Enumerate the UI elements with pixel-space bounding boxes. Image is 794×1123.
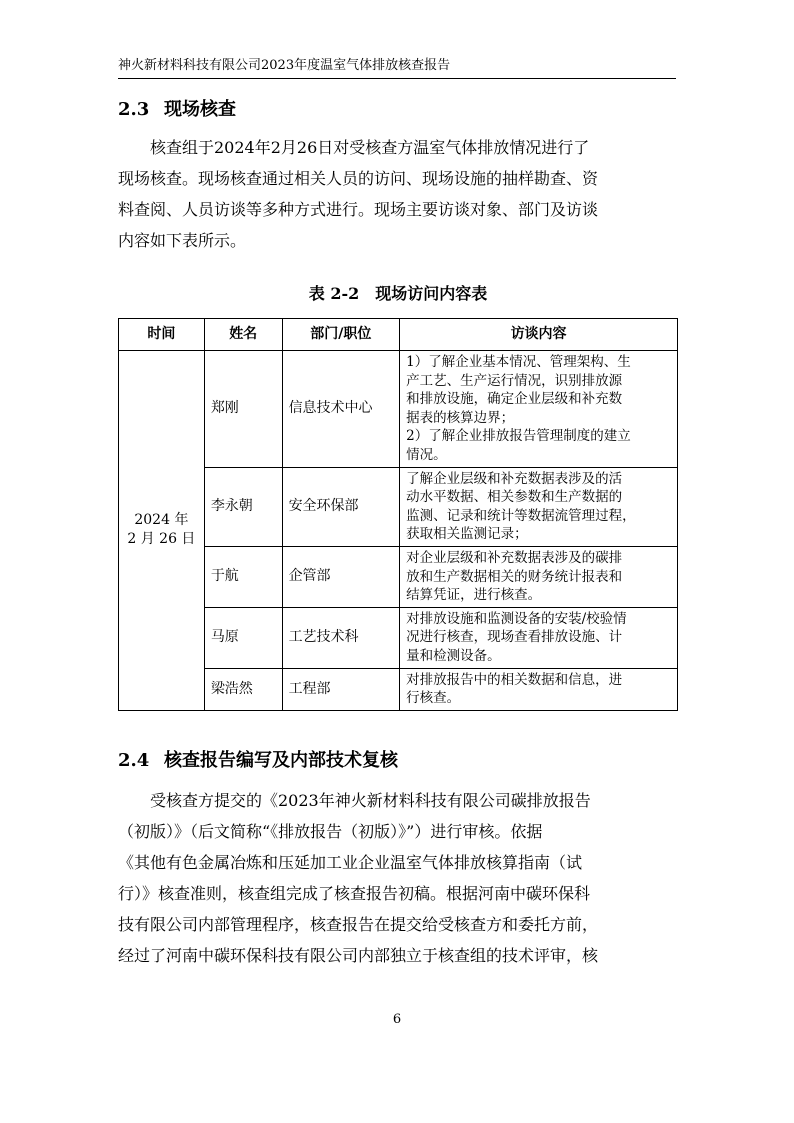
content-line: 监测、记录和统计等数据流管理过程， <box>406 507 636 524</box>
paragraph-line: 核查组于2024年2月26日对受核查方温室气体排放情况进行了 <box>118 138 590 157</box>
section-title: 核查报告编写及内部技术复核 <box>164 750 398 771</box>
content-cell <box>400 351 678 468</box>
content-line: 对企业层级和补充数据表涉及的碳排 <box>406 549 623 566</box>
section-number: 2.3 <box>118 99 150 120</box>
content-line: 1）了解企业基本情况、管理架构、生 <box>406 354 631 370</box>
content-line: 情况。 <box>406 446 447 463</box>
date-day: 2 月 26 日 <box>127 531 196 548</box>
paragraph-line: 现场核查。现场核查通过相关人员的访问、现场设施的抽样勘查、资 <box>118 169 599 188</box>
section-2-4-paragraph <box>118 785 678 971</box>
content-line: 产工艺、生产运行情况，识别排放源 <box>406 372 623 389</box>
content-cell <box>400 668 678 710</box>
content-line: 动水平数据、相关参数和生产数据的 <box>406 489 623 506</box>
paragraph-line: 经过了河南中碳环保科技有限公司内部独立于核查组的技术评审，核 <box>118 946 599 965</box>
name-cell: 马原 <box>204 607 282 668</box>
content-line: 据表的核算边界； <box>406 409 515 426</box>
content-line: 对排放报告中的相关数据和信息，进 <box>406 671 623 688</box>
content-cell <box>400 467 678 546</box>
paragraph-line: 受核查方提交的《2023年神火新材料科技有限公司碳排放报告 <box>118 791 591 810</box>
content-line: 放和生产数据相关的财务统计报表和 <box>406 568 623 585</box>
dept-cell: 信息技术中心 <box>282 351 400 468</box>
section-2-3-paragraph <box>118 132 678 256</box>
page-number: 6 <box>392 1012 402 1027</box>
content-line: 结算凭证，进行核查。 <box>406 587 542 604</box>
dept-cell: 安全环保部 <box>282 467 400 546</box>
header-dept: 部门/职位 <box>282 319 400 351</box>
dept-cell: 工程部 <box>282 668 400 710</box>
section-heading-2-3 <box>118 97 236 123</box>
table-header-row <box>119 319 678 351</box>
header-time: 时间 <box>119 319 205 351</box>
paragraph-line: 内容如下表所示。 <box>118 231 247 250</box>
paragraph-line: 《其他有色金属冶炼和压延加工业企业温室气体排放核算指南（试 <box>118 853 583 872</box>
page-header: 神火新材料科技有限公司2023年度温室气体排放核查报告 <box>118 56 676 79</box>
dept-cell: 工艺技术科 <box>282 607 400 668</box>
name-cell: 梁浩然 <box>204 668 282 710</box>
content-line: 行核查。 <box>406 690 461 707</box>
section-heading-2-4 <box>118 748 398 774</box>
table-caption: 表 2-2 现场访问内容表 <box>308 284 488 303</box>
content-cell <box>400 607 678 668</box>
paragraph-line: 技有限公司内部管理程序，核查报告在提交给受核查方和委托方前， <box>118 915 599 934</box>
content-line: 了解企业层级和补充数据表涉及的活 <box>406 470 623 487</box>
content-cell <box>400 546 678 607</box>
section-number: 2.4 <box>118 750 150 771</box>
content-line: 2）了解企业排放报告管理制度的建立 <box>406 428 631 445</box>
interview-date-cell <box>119 351 205 711</box>
paragraph-line: （初版）》（后文简称“《排放报告（初版）》”）进行审核。依据 <box>118 822 543 841</box>
date-year: 2024 年 <box>134 512 189 529</box>
name-cell: 于航 <box>204 546 282 607</box>
content-line: 和排放设施，确定企业层级和补充数 <box>406 391 623 408</box>
header-name: 姓名 <box>204 319 282 351</box>
section-title: 现场核查 <box>164 99 236 120</box>
interview-table <box>118 318 678 711</box>
paragraph-line: 料查阅、人员访谈等多种方式进行。现场主要访谈对象、部门及访谈 <box>118 200 599 219</box>
header-content: 访谈内容 <box>400 319 678 351</box>
paragraph-line: 行）》核查准则，核查组完成了核查报告初稿。根据河南中碳环保科 <box>118 884 591 903</box>
content-line: 量和检测设备。 <box>406 647 501 664</box>
content-line: 况进行核查，现场查看排放设施、计 <box>406 629 623 646</box>
dept-cell: 企管部 <box>282 546 400 607</box>
table-row <box>119 351 678 468</box>
name-cell: 李永朝 <box>204 467 282 546</box>
content-line: 对排放设施和监测设备的安装/校验情 <box>406 610 627 627</box>
content-line: 获取相关监测记录； <box>406 526 528 543</box>
name-cell: 郑刚 <box>204 351 282 468</box>
